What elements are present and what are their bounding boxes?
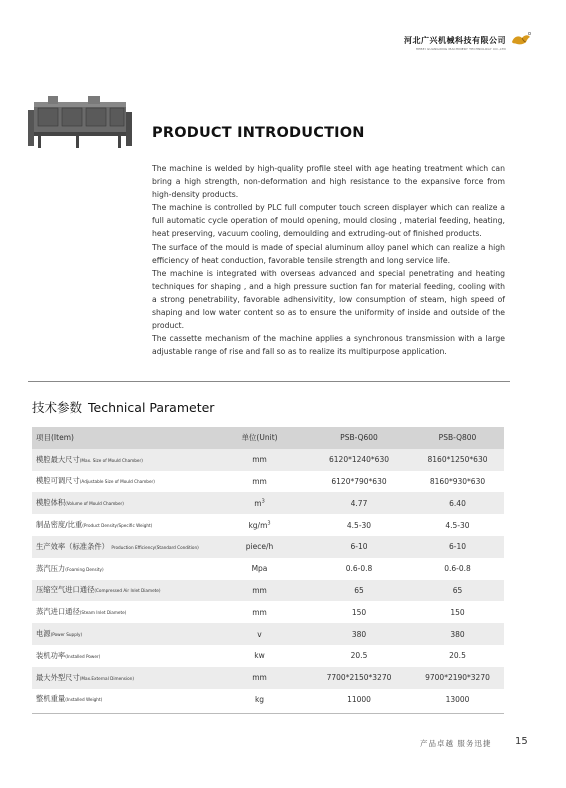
item-cell xyxy=(32,645,212,667)
table-bottom-rule xyxy=(32,713,504,714)
header-unit: 单位(Unit) xyxy=(212,427,307,449)
q800-cell: 380 xyxy=(411,623,504,645)
item-cell xyxy=(32,580,212,602)
item-cell xyxy=(32,623,212,645)
item-cn: 压缩空气进口通径 xyxy=(36,585,95,595)
company-brand xyxy=(404,35,506,51)
footer-slogan: 产品卓越 服务迅捷 xyxy=(420,739,492,748)
tech-heading xyxy=(32,398,214,416)
item-cn: 生产效率（标准条件） xyxy=(36,541,109,551)
unit-cell xyxy=(212,514,307,536)
item-cn: 最大外型尺寸 xyxy=(36,672,80,682)
q600-cell: 65 xyxy=(307,580,411,602)
table-row xyxy=(32,645,504,667)
q800-cell: 150 xyxy=(450,607,465,617)
q600-cell: 20.5 xyxy=(350,651,368,661)
q800-cell: 65 xyxy=(411,580,504,602)
q600-cell: 6120*790*630 xyxy=(331,476,387,486)
table-row xyxy=(32,580,504,602)
table-row xyxy=(32,601,504,623)
q800-cell: 8160*1250*630 xyxy=(411,449,504,471)
unit-cell: mm xyxy=(212,449,307,471)
unit-text: kg/m xyxy=(248,520,268,530)
q800-cell: 4.5-30 xyxy=(445,520,470,530)
page-number: 15 xyxy=(515,736,528,747)
tech-heading-cn: 技术参数 xyxy=(32,400,83,415)
unit-cell: v xyxy=(212,623,307,645)
item-en: (Adjustable Size of Mould Chamber) xyxy=(79,479,155,485)
q800-cell: 8160*930*630 xyxy=(429,476,486,486)
q600-cell: 6-10 xyxy=(307,536,411,558)
item-en: (Installed Power) xyxy=(65,653,101,659)
machine-image xyxy=(28,96,134,150)
item-cell xyxy=(32,471,212,493)
table-row xyxy=(32,492,504,514)
item-cell xyxy=(32,536,212,558)
table-row xyxy=(32,514,504,536)
intro-paragraph: The machine is integrated with overseas advanced and special penetrating and heating techniques for shaping , and a high pressure suction fan for material feeding, cooling with a strong penetrability, favorable adhensivitity, low consumption of steam, high speed of shaping and low water content so as to ensure the uniformity of inside and outside of the product. xyxy=(152,268,505,331)
page-title: PRODUCT INTRODUCTION xyxy=(152,125,365,141)
item-cn: 制品密度/比重 xyxy=(36,520,83,530)
unit-superscript: 3 xyxy=(261,498,265,505)
item-cell xyxy=(32,667,212,689)
item-en: (Max. Size of Mould Chamber) xyxy=(79,457,143,463)
item-cn: 整机重量 xyxy=(36,694,66,704)
unit-superscript: 3 xyxy=(267,520,271,527)
item-en: Production Efficiency(Standard Condition) xyxy=(111,544,199,550)
table-row xyxy=(32,471,504,493)
unit-cell: Mpa xyxy=(251,564,268,574)
section-divider xyxy=(28,381,510,382)
intro-paragraph: The cassette mechanism of the machine applies a synchronous transmission with a large adjustable range of rise and fall so as to realize its multipurpose application. xyxy=(152,334,505,357)
unit-cell: kw xyxy=(254,651,265,661)
unit-cell: mm xyxy=(252,476,267,486)
q800-cell: 9700*2190*3270 xyxy=(411,667,504,689)
item-en: (Product Density/Specific Weight) xyxy=(82,523,153,529)
header-q800: PSB-Q800 xyxy=(411,427,504,449)
intro-paragraph: The surface of the mould is made of special aluminum alloy panel which can realize a high efficiency of heat conduction, favorable tensile strength and long service life. xyxy=(152,242,505,265)
table-row xyxy=(32,689,504,711)
header-q600: PSB-Q600 xyxy=(307,427,411,449)
q600-cell: 0.6-0.8 xyxy=(345,564,373,574)
table-header-row xyxy=(32,427,504,449)
item-en: (Installed Weight) xyxy=(65,697,103,703)
item-cell xyxy=(32,492,212,514)
bull-logo-icon xyxy=(510,30,532,52)
item-en: (Power Supply) xyxy=(50,632,83,638)
q600-cell: 11000 xyxy=(347,694,371,704)
item-cell xyxy=(32,558,212,580)
item-cell xyxy=(32,449,212,471)
q600-cell: 380 xyxy=(307,623,411,645)
table-row xyxy=(32,667,504,689)
unit-cell: mm xyxy=(252,607,267,617)
q800-cell: 0.6-0.8 xyxy=(444,564,471,574)
q600-cell: 4.5-30 xyxy=(346,520,372,530)
item-en: (Compressed Air Inlet Diamete) xyxy=(94,588,161,594)
item-cn: 电源 xyxy=(36,629,51,639)
header-item: 项目(Item) xyxy=(32,427,212,449)
item-cell xyxy=(32,514,212,536)
q800-cell: 20.5 xyxy=(449,651,466,661)
item-cell xyxy=(32,601,212,623)
unit-text: m xyxy=(254,498,262,508)
unit-cell xyxy=(212,492,307,514)
intro-paragraph: The machine is welded by high-quality profile steel with age heating treatment which can bring a high strength, non-deformation and high resistance to the expansive force from high-density products. xyxy=(152,164,505,200)
intro-text xyxy=(152,162,505,358)
table-row xyxy=(32,536,504,558)
item-cn: 蒸汽进口通径 xyxy=(36,607,80,617)
q600-cell: 6120*1240*630 xyxy=(307,449,411,471)
q600-cell: 7700*2150*3270 xyxy=(307,667,411,689)
item-cell xyxy=(32,689,212,711)
item-en: (Steam Inlet Diamete) xyxy=(79,610,127,616)
q600-cell: 150 xyxy=(351,607,367,617)
q800-cell: 13000 xyxy=(445,694,470,704)
spec-table xyxy=(32,427,504,710)
item-cn: 模腔最大尺寸 xyxy=(36,454,80,464)
tech-heading-en: Technical Parameter xyxy=(88,400,215,415)
unit-cell: piece/h xyxy=(212,536,307,558)
item-cn: 模腔体积 xyxy=(36,498,66,508)
intro-paragraph: The machine is controlled by PLC full computer touch screen displayer which can realize a full automatic cycle operation of mould opening, mould closing , material feeding, heating, heat preserving, vacuum cooling, demoulding and extruding-out of finished products. xyxy=(152,203,505,239)
company-name-cn: 河北广兴机械科技有限公司 xyxy=(404,36,506,45)
item-en: (Foaming Density) xyxy=(65,566,104,572)
item-cn: 模腔可调尺寸 xyxy=(36,476,80,486)
company-name-en: HEBEI GUANGXING MACHINERY TECHNOLOGY CO.,LTD xyxy=(415,47,506,51)
unit-cell: mm xyxy=(212,667,307,689)
unit-cell: mm xyxy=(212,580,307,602)
item-en: (Max.External Dimension) xyxy=(79,675,134,681)
item-cn: 蒸汽压力 xyxy=(36,563,66,573)
q600-cell: 4.77 xyxy=(307,492,411,514)
table-row xyxy=(32,623,504,645)
table-row xyxy=(32,558,504,580)
q800-cell: 6-10 xyxy=(411,536,504,558)
table-row xyxy=(32,449,504,471)
unit-cell: kg xyxy=(254,694,265,704)
item-cn: 装机功率 xyxy=(36,650,66,660)
q800-cell: 6.40 xyxy=(411,492,504,514)
item-en: (Volume of Mould Chamber) xyxy=(65,501,124,507)
